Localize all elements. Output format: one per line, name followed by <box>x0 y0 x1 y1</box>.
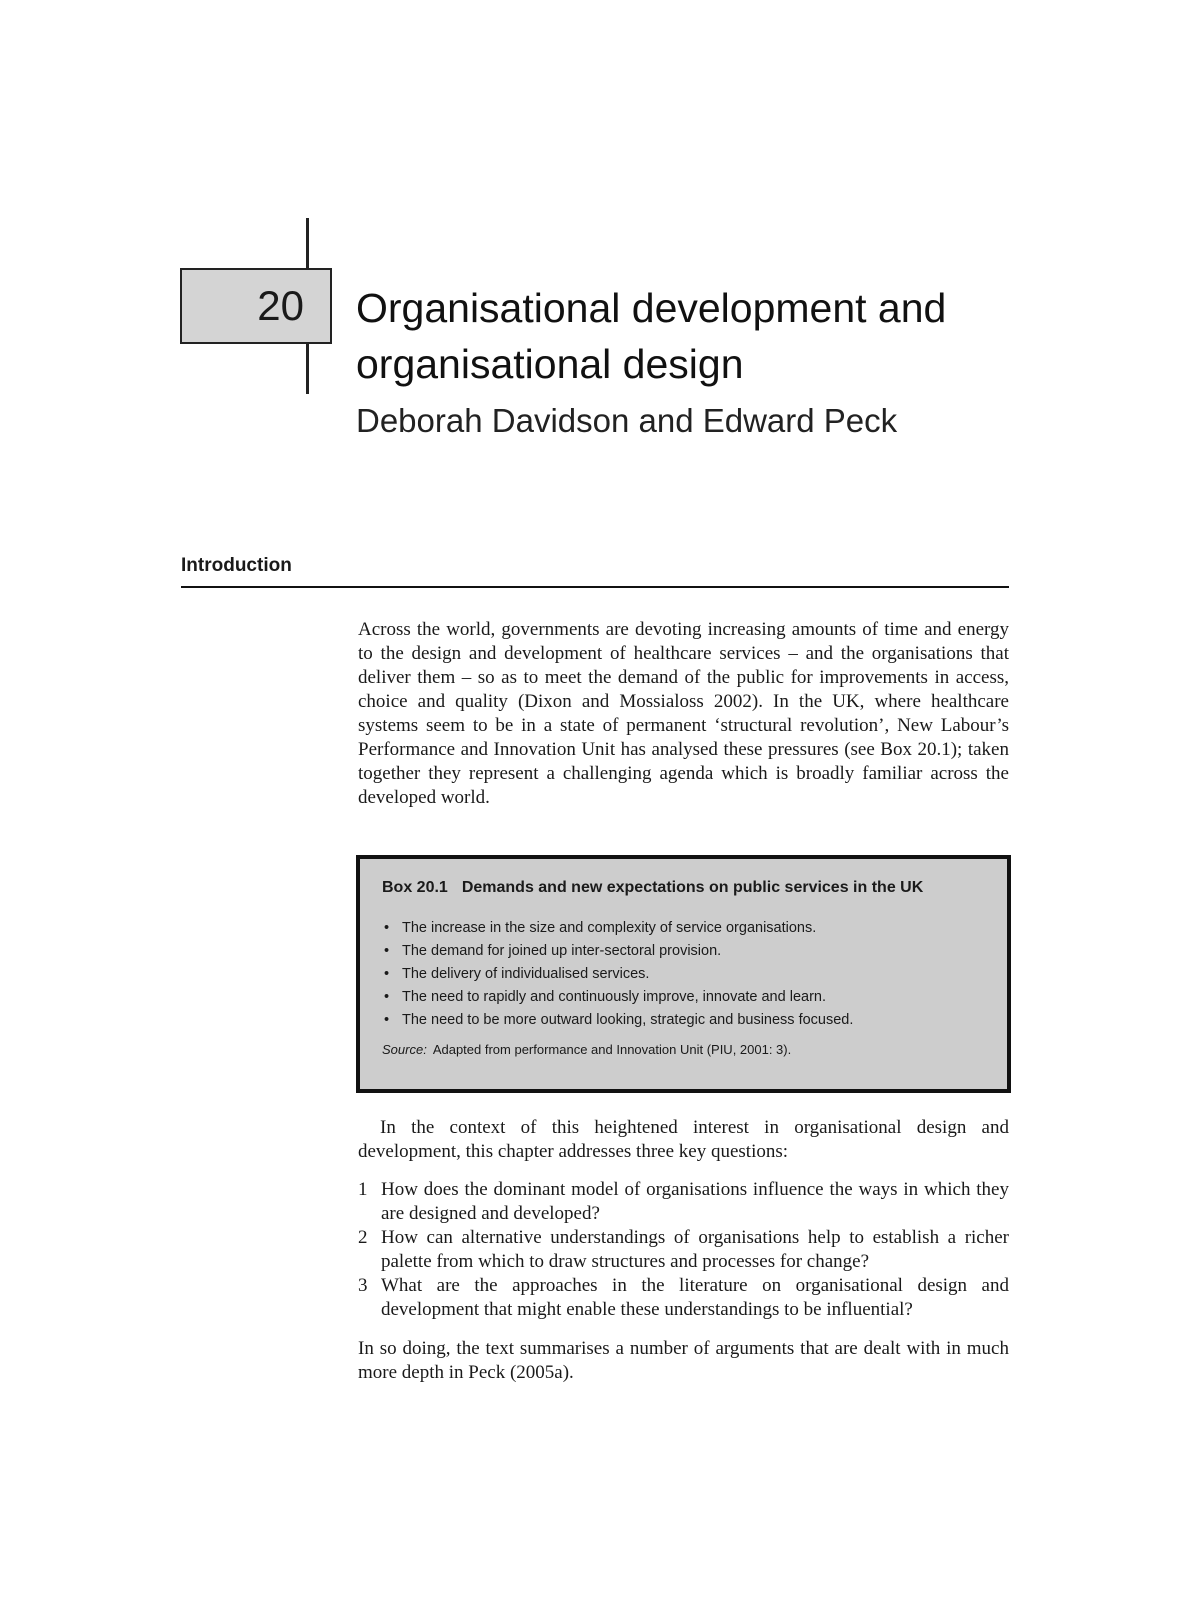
section-heading: Introduction <box>181 555 292 576</box>
chapter-authors: Deborah Davidson and Edward Peck <box>356 402 898 439</box>
box-source-text: Adapted from performance and Innovation Unit (PIU, 2001: 3). <box>432 1042 792 1057</box>
box-list <box>382 917 989 1032</box>
chapter-title <box>356 280 1076 392</box>
question-text: How does the dominant model of organisations influence the ways in which they are designed and developed? <box>381 1179 1009 1224</box>
question-item <box>358 1274 1009 1322</box>
section-rule <box>181 586 1009 588</box>
box-list-item: • The demand for joined up inter-sectoral provision. <box>382 940 989 963</box>
question-item <box>358 1178 1009 1226</box>
box-list-item: • The delivery of individualised services. <box>382 963 989 986</box>
paragraph-1: Across the world, governments are devoting increasing amounts of time and energy to the design and development of healthcare services – and the organisations that deliver them – so as to meet the demand of the public for improvements in access, choice and quality (Dixon and Mossialoss 2002). In the UK, where healthcare systems seem to be in a state of permanent ‘structural revolution’, New Labour’s Performance and Innovation Unit has analysed these pressures (see Box 20.1); taken together they represent a challenging agenda which is broadly familiar across the developed world. <box>358 619 1009 808</box>
box-heading: Demands and new expectations on public services in the UK <box>461 879 924 896</box>
box-list-item: • The need to rapidly and continuously improve, innovate and learn. <box>382 986 989 1009</box>
box-list-item: • The increase in the size and complexity of service organisations. <box>382 917 989 940</box>
question-number: 3 <box>358 1275 368 1296</box>
question-item <box>358 1226 1009 1274</box>
chapter-rule-top <box>306 218 309 270</box>
box-title <box>382 877 989 899</box>
question-number: 2 <box>358 1227 368 1248</box>
box-source <box>382 1042 989 1057</box>
box-label: Box 20.1 <box>382 879 448 896</box>
box-list-item: • The need to be more outward looking, strategic and business focused. <box>382 1009 989 1032</box>
chapter-title-line2: organisational design <box>356 341 744 387</box>
box-20-1 <box>356 855 1011 1093</box>
box-source-label: Source: <box>382 1042 427 1057</box>
chapter-number-box <box>180 268 332 344</box>
question-number: 1 <box>358 1179 368 1200</box>
question-text: What are the approaches in the literature on organisational design and development that might enable these understandings to be influential? <box>381 1275 1009 1320</box>
questions-list <box>358 1178 1009 1322</box>
paragraph-3: In so doing, the text summarises a number of arguments that are dealt with in much more depth in Peck (2005a). <box>358 1338 1009 1383</box>
question-text: How can alternative understandings of organisations help to establish a richer palette from which to draw structures and processes for change? <box>381 1227 1009 1272</box>
paragraph-2: In the context of this heightened interest in organisational design and development, this chapter addresses three key questions: <box>358 1117 1009 1162</box>
chapter-title-line1: Organisational development and <box>356 285 947 331</box>
chapter-rule-bottom <box>306 342 309 394</box>
chapter-number: 20 <box>257 282 304 329</box>
